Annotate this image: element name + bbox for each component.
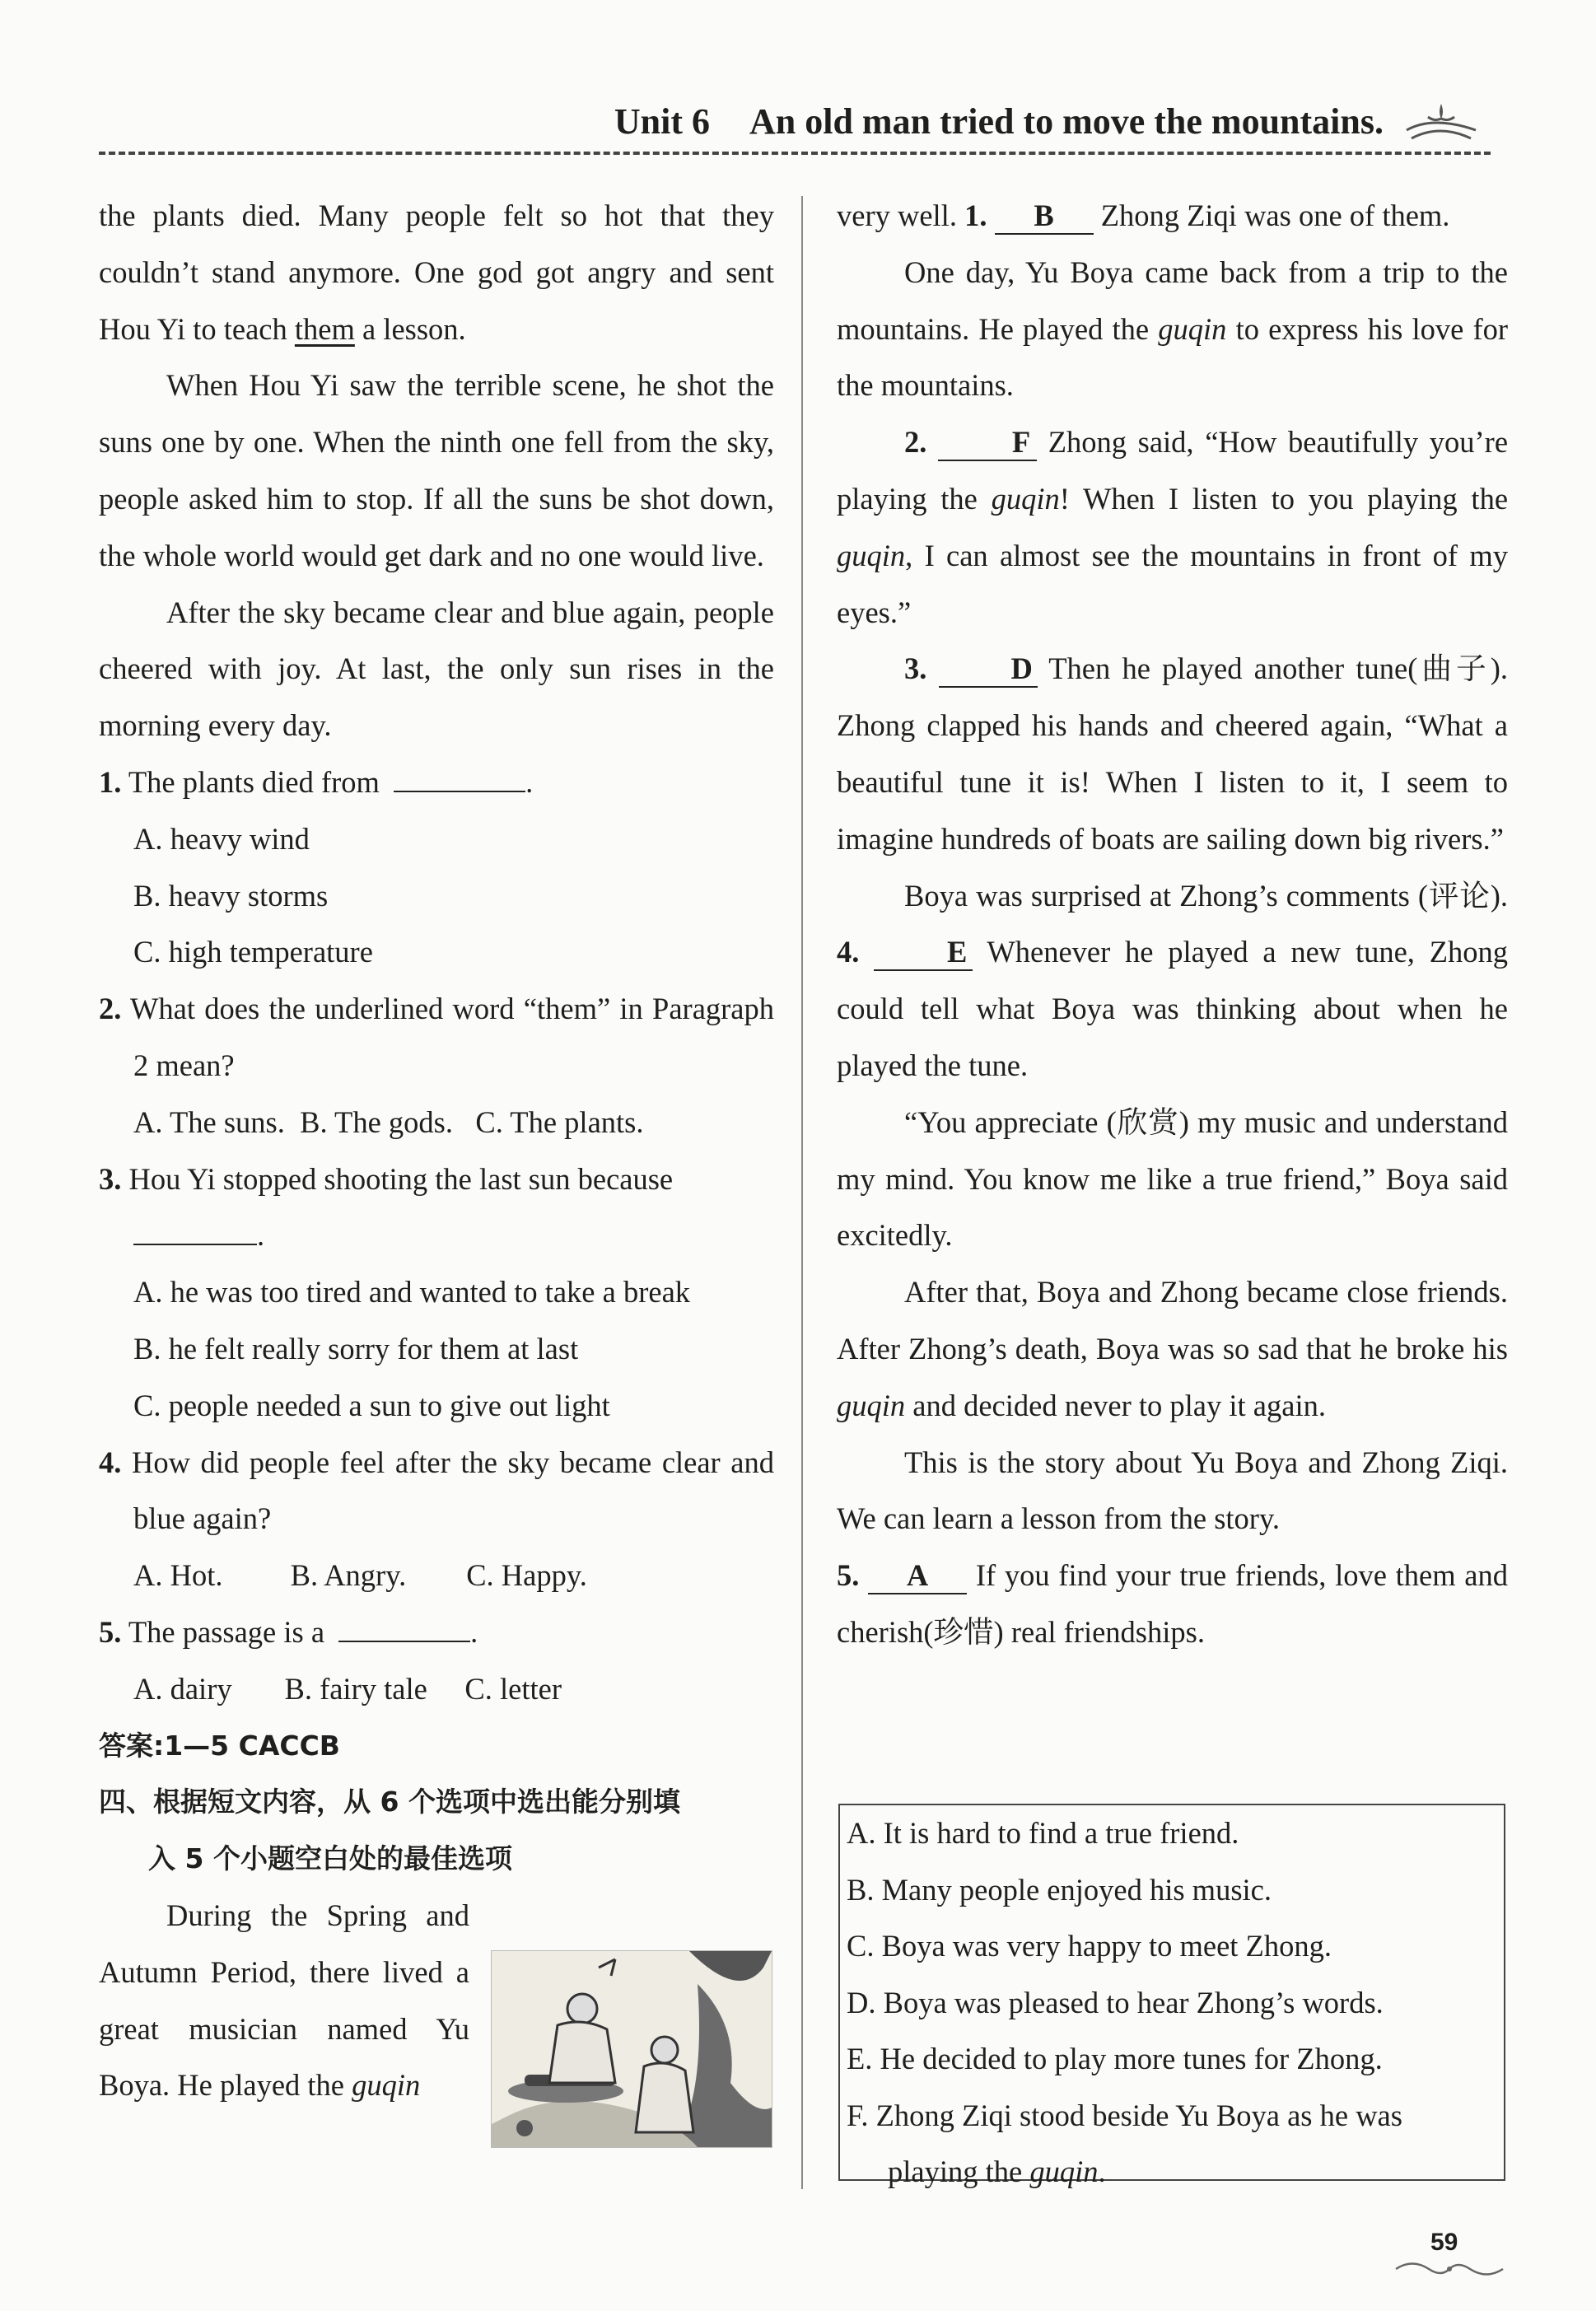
answer-key: 答案:1—5 CACCB [99, 1729, 340, 1762]
option: B. he felt really sorry for them at last [133, 1331, 579, 1366]
underlined-word-them: them [294, 311, 355, 346]
header-dashed-rule [99, 152, 1491, 155]
unit-heading: An old man tried to move the mountains. [749, 101, 1384, 142]
answer-blank [394, 760, 525, 792]
option-B: B. Many people enjoyed his music. [847, 1872, 1272, 1907]
column-divider [801, 196, 803, 2189]
answer-blank [338, 1610, 470, 1642]
answer-blank-4: E [874, 935, 973, 971]
story-paragraph-9: 5. A If you find your true friends, love them and cherish(珍惜) real friendships. [837, 1558, 1509, 1649]
page-number: 59 [1430, 2229, 1458, 2256]
section-heading: 四、根据短文内容，从 6 个选项中选出能分别填 [99, 1786, 680, 1818]
passage-paragraph-2: When Hou Yi saw the terrible scene, he shot the suns one by one. When the ninth one fell from the sky, people asked him to stop. If all the suns be shot down, the whole world would get dark and no one would live. [99, 368, 774, 572]
option: A. heavy wind [133, 821, 310, 856]
story-paragraph-5: Boya was surprised at Zhong’s comments (评论). 4. E Whenever he played a new tune, Zhong could tell what Boya was thinking about when he played the tune. [837, 878, 1509, 1082]
answer-blank-1: B [995, 198, 1094, 235]
option: C. high temperature [133, 935, 373, 969]
left-column [99, 188, 774, 2114]
story-paragraph-7: After that, Boya and Zhong became close friends. After Zhong’s death, Boya was so sad that he broke his guqin and decided never to play it again. [837, 1275, 1508, 1422]
question-5: 5. The passage is a . A. dairy B. fairy tale C. letter [99, 1604, 774, 1718]
question-2: 2. What does the underlined word “them” in Paragraph 2 mean? A. The suns. B. The gods. C. The plants. [99, 981, 774, 1151]
unit-label: Unit 6 [614, 101, 710, 142]
guqin-illustration [491, 1950, 772, 2148]
story-paragraph-1: very well. 1. B Zhong Ziqi was one of them. [837, 188, 1508, 245]
option-F: F. Zhong Ziqi stood beside Yu Boya as he was [847, 2098, 1402, 2132]
passage-paragraph-1: the plants died. Many people felt so hot that they couldn’t stand anymore. One god got angry and sent Hou Yi to teach them a lesson. [99, 198, 774, 346]
right-column [837, 188, 1508, 1661]
option-D: D. Boya was pleased to hear Zhong’s words. [847, 1985, 1384, 2019]
footer-ornament-icon [1392, 2257, 1507, 2281]
story-paragraph-2: One day, Yu Boya came back from a trip to the mountains. He played the guqin to express his love for the mountains. [837, 254, 1509, 403]
option-F-cont: playing the guqin. [888, 2155, 1106, 2188]
section-heading-cont: 入 5 个小题空白处的最佳选项 [148, 1842, 512, 1875]
option-C: C. Boya was very happy to meet Zhong. [847, 1929, 1332, 1963]
answer-blank-3: D [939, 651, 1038, 688]
unit-title [614, 100, 1384, 142]
question-4: 4. How did people feel after the sky became clear and blue again? A. Hot. B. Angry. C. Happy. [99, 1435, 774, 1604]
answer-blank-5: A [868, 1558, 967, 1594]
answer-blank-2: F [938, 425, 1037, 461]
option: B. heavy storms [133, 878, 329, 913]
question-1: 1. The plants died from . A. heavy wind B. heavy storms C. high temperature [99, 754, 774, 981]
question-3: 3. Hou Yi stopped shooting the last sun because . A. he was too tired and wanted to take a break B. he felt really sorry for them at last C. people needed a sun to give out light [99, 1151, 774, 1435]
story-paragraph-8: This is the story about Yu Boya and Zhong Ziqi. We can learn a lesson from the story. [837, 1445, 1508, 1536]
story-opening: During the Spring and Autumn Period, there lived a great musician named Yu Boya. He played the guqin [99, 1898, 469, 2103]
story-paragraph-4: 3. D Then he played another tune(曲子). Zhong clapped his hands and cheered again, “What a beautiful tune it is! When I listen to it, I seem to imagine hundreds of boats are sailing down big rivers.” [837, 651, 1509, 856]
option-row: A. Hot. B. Angry. C. Happy. [133, 1558, 587, 1593]
header-ornament-icon [1400, 97, 1482, 147]
option-row: A. The suns. B. The gods. C. The plants. [133, 1104, 644, 1139]
options-box [838, 1804, 1505, 2188]
option: C. people needed a sun to give out light [133, 1388, 610, 1422]
story-paragraph-3: 2. F Zhong said, “How beautifully you’re playing the guqin! When I listen to you playing the guqin, I can almost see the mountains in front of my eyes.” [837, 425, 1509, 629]
option-row: A. dairy B. fairy tale C. letter [133, 1671, 562, 1706]
option-A: A. It is hard to find a true friend. [847, 1816, 1239, 1850]
answer-blank [133, 1214, 257, 1246]
passage-paragraph-3: After the sky became clear and blue again, people cheered with joy. At last, the only sun rises in the morning every day. [99, 595, 774, 743]
option-E: E. He decided to play more tunes for Zhong. [847, 2042, 1383, 2075]
story-paragraph-6: “You appreciate (欣赏) my music and understand my mind. You know me like a true friend,” Boya said excitedly. [837, 1104, 1508, 1253]
option: A. he was too tired and wanted to take a break [133, 1275, 691, 1310]
page-header [99, 97, 1491, 155]
